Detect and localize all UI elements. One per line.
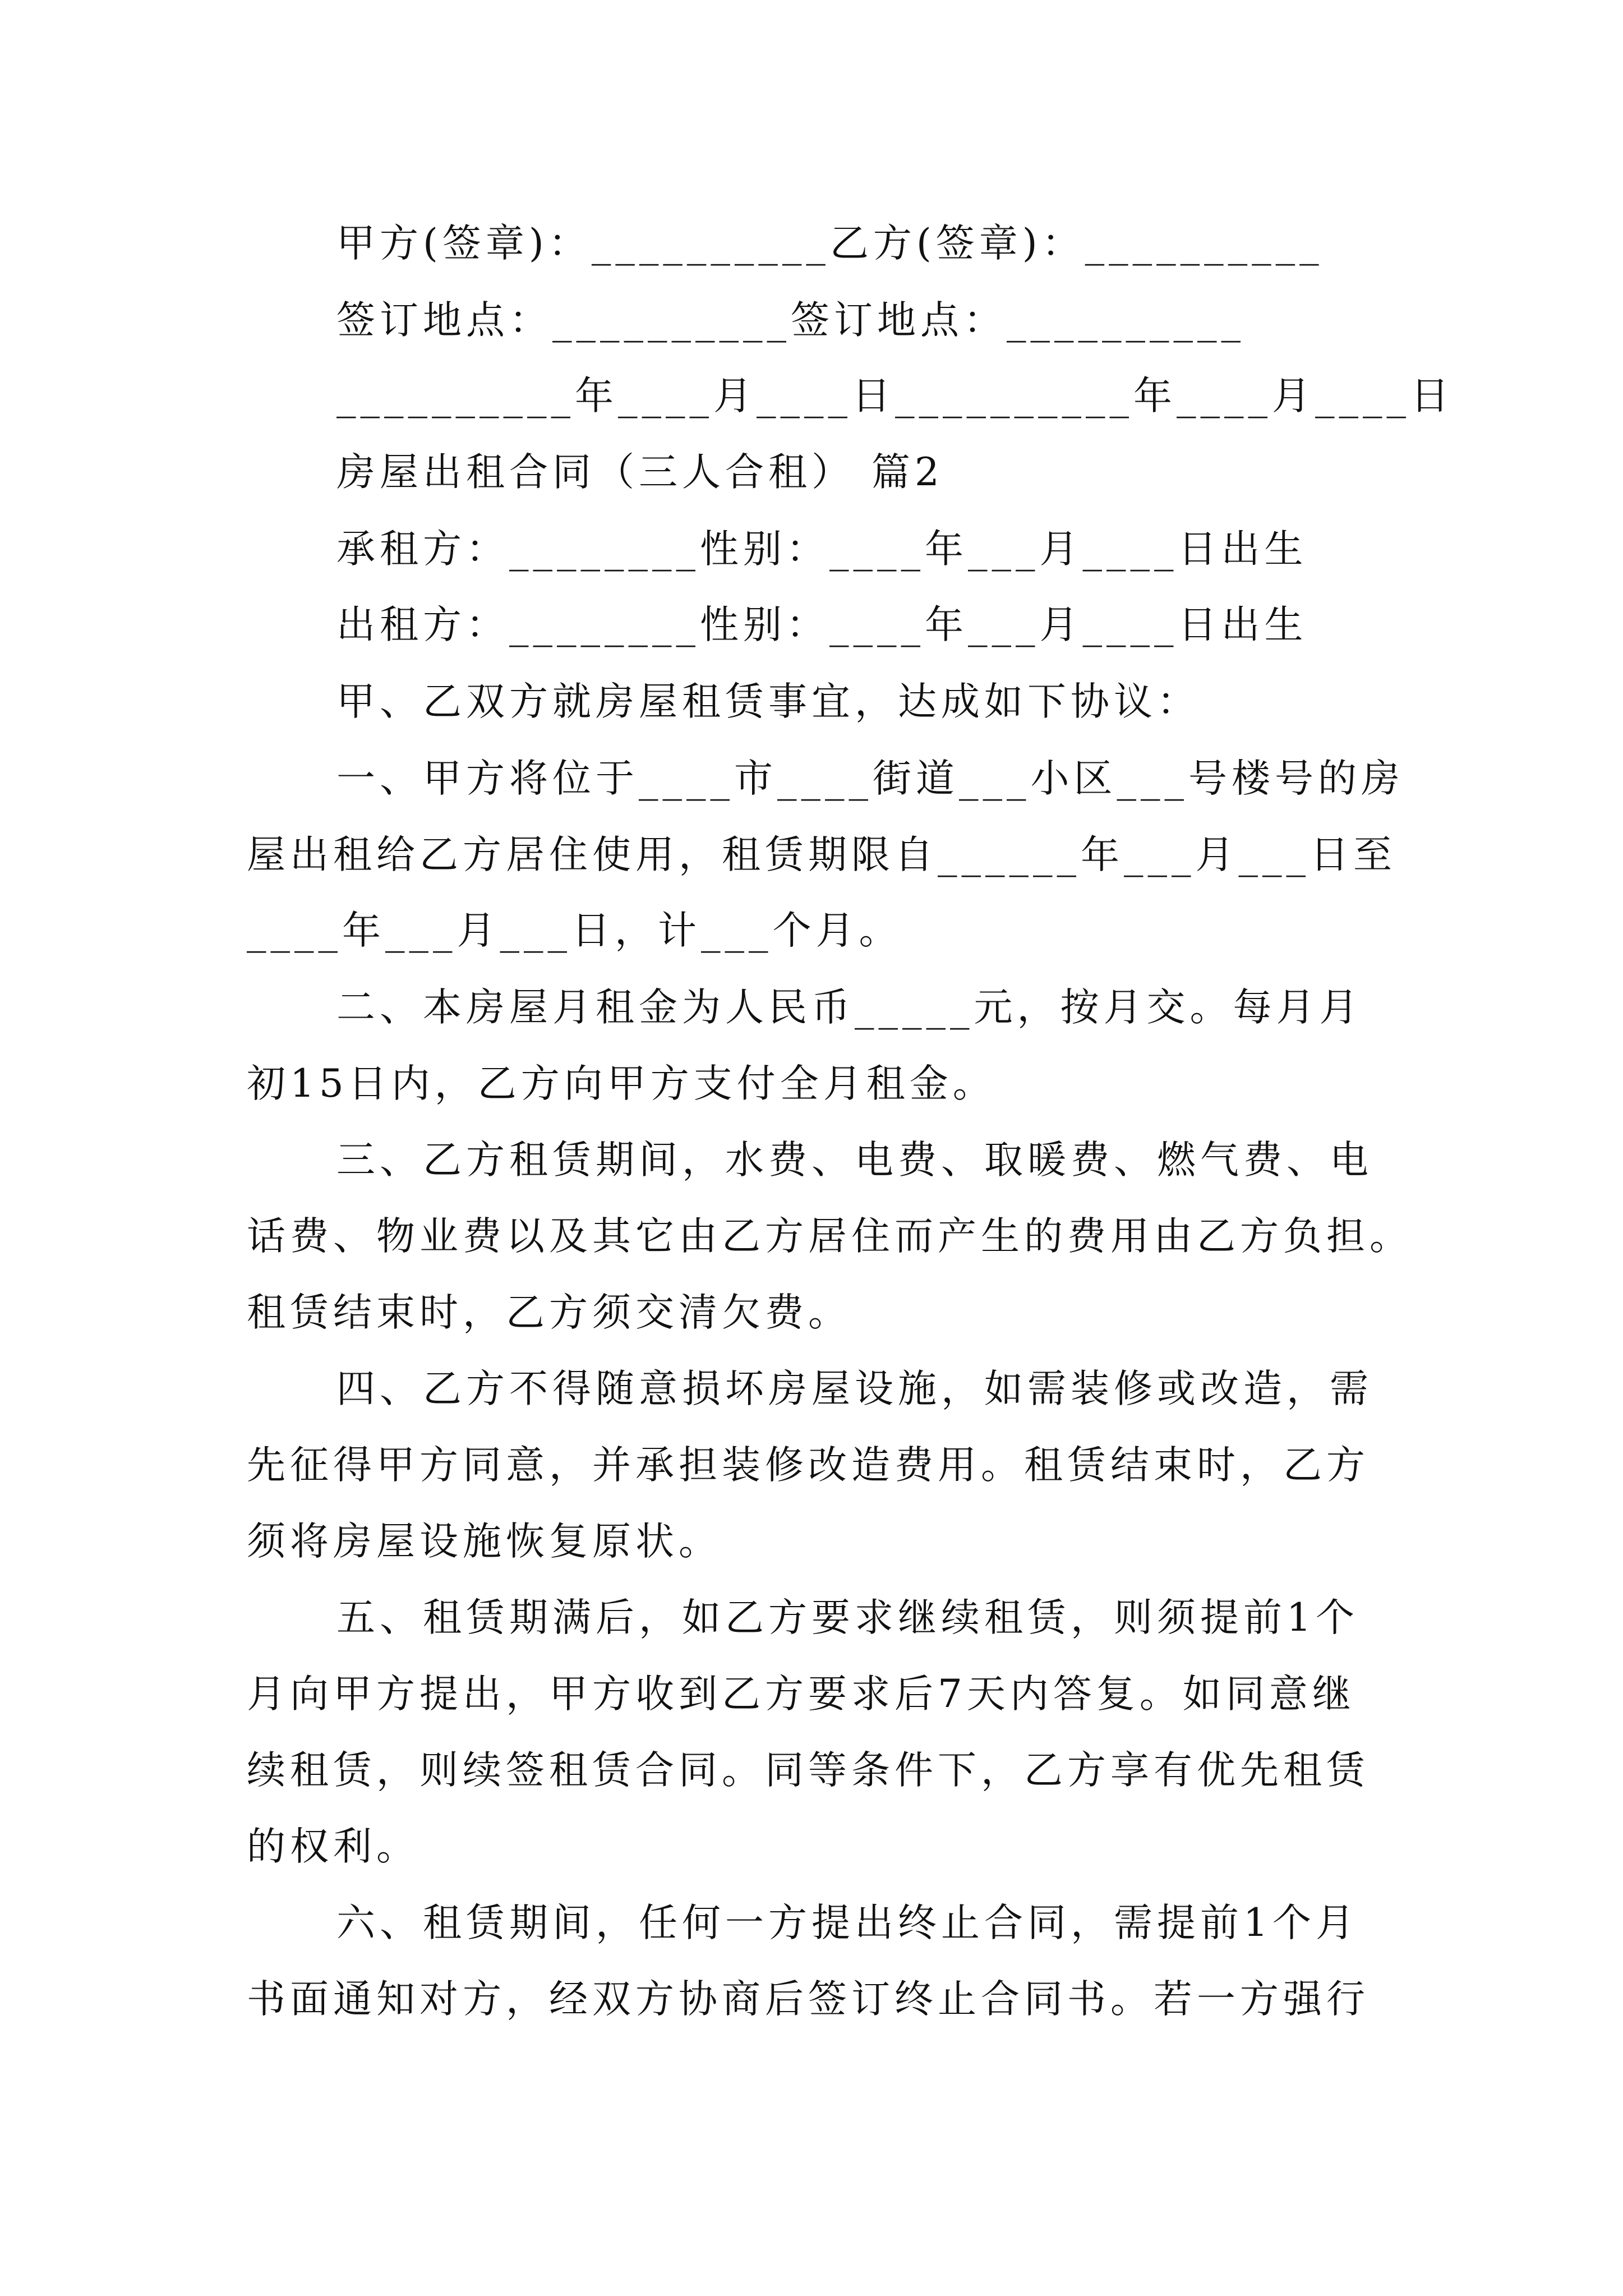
clause-3-line-2: 话费、物业费以及其它由乙方居住而产生的费用由乙方负担。	[247, 1214, 1413, 1259]
clause-1-line-1: 一、甲方将位于____市____街道___小区___号楼号的房	[336, 756, 1404, 801]
clause-1-line-2: 屋出租给乙方居住使用，租赁期限自______年___月___日至	[247, 832, 1396, 877]
agreement-intro: 甲、乙双方就房屋租赁事宜，达成如下协议：	[336, 679, 1200, 724]
clause-1-line-3: ____年___月___日，计___个月。	[247, 908, 902, 953]
clause-5-line-3: 续租赁，则续签租赁合同。同等条件下，乙方享有优先租赁	[247, 1748, 1370, 1793]
clause-2-line-1: 二、本房屋月租金为人民币_____元，按月交。每月月	[336, 985, 1363, 1030]
clause-3-line-1: 三、乙方租赁期间，水费、电费、取暖费、燃气费、电	[336, 1138, 1373, 1182]
clause-4-line-2: 先征得甲方同意，并承担装修改造费用。租赁结束时，乙方	[247, 1443, 1370, 1488]
tenant-line: 承租方：________性别：____年___月____日出生	[336, 527, 1308, 572]
landlord-line: 出租方：________性别：____年___月____日出生	[336, 602, 1308, 647]
clause-5-line-1: 五、租赁期满后，如乙方要求继续租赁，则须提前1个	[336, 1595, 1359, 1640]
clause-3-line-3: 租赁结束时，乙方须交清欠费。	[247, 1290, 851, 1335]
clause-4-line-1: 四、乙方不得随意损坏房屋设施，如需装修或改造，需	[336, 1366, 1373, 1411]
signature-line-date: __________年____月____日__________年____月____日	[336, 374, 1454, 418]
clause-6-line-2: 书面通知对方，经双方协商后签订终止合同书。若一方强行	[247, 1977, 1370, 2022]
clause-5-line-2: 月向甲方提出，甲方收到乙方要求后7天内答复。如同意继	[247, 1672, 1355, 1717]
clause-6-line-1: 六、租赁期间，任何一方提出终止合同，需提前1个月	[336, 1901, 1359, 1945]
signature-line-parties: 甲方(签章)：__________乙方(签章)：__________	[336, 221, 1324, 266]
clause-2-line-2: 初15日内，乙方向甲方支付全月租金。	[247, 1061, 996, 1106]
signature-line-place: 签订地点：__________签订地点：__________	[336, 298, 1245, 343]
section-title: 房屋出租合同（三人合租） 篇2	[336, 450, 944, 495]
clause-5-line-4: 的权利。	[247, 1824, 419, 1869]
clause-4-line-3: 须将房屋设施恢复原状。	[247, 1519, 722, 1564]
